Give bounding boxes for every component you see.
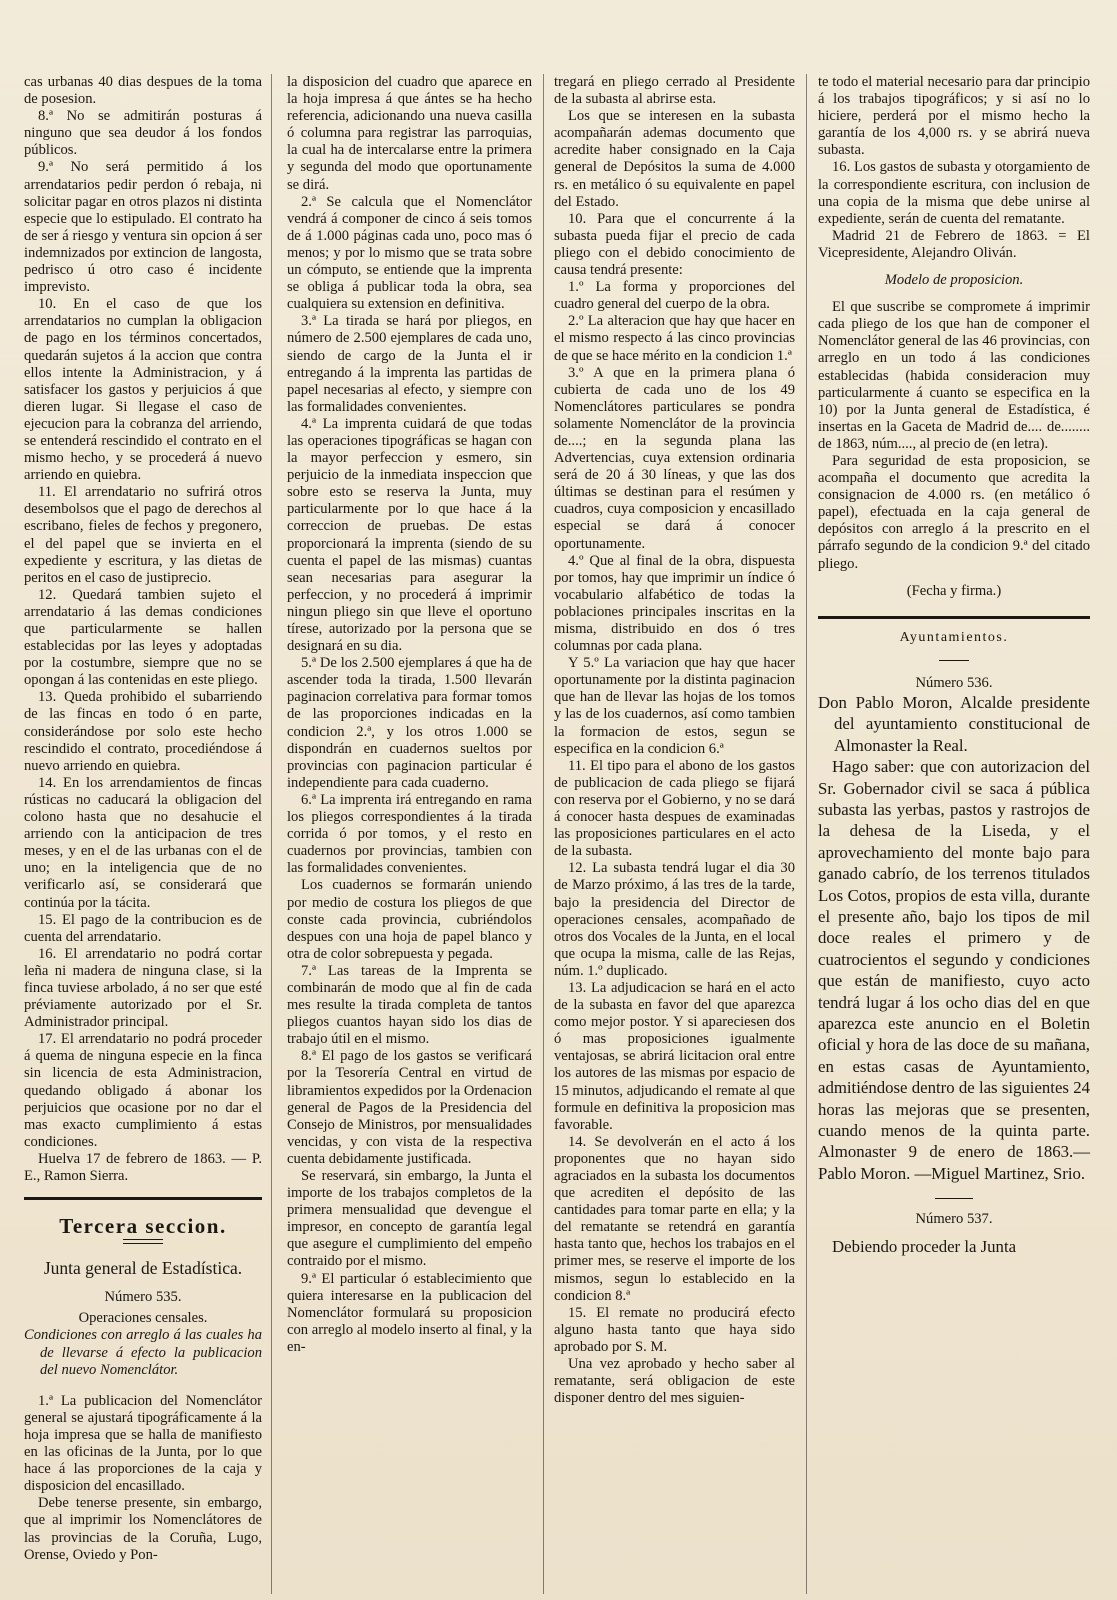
model-title: Modelo de proposicion.	[884, 272, 1024, 289]
section-rule	[818, 616, 1090, 619]
paragraph: 13. Queda prohibido el subarriendo de las fincas en todo ó en parte, considerándose por solo este hecho rescindido el contrato, procediéndose á nuevo arriendo en quiebra.	[24, 689, 262, 774]
junta-title: Junta general de Estadística.	[43, 1258, 243, 1279]
paragraph: 2.ª Se calcula que el Nomenclátor vendrá á componer de cinco á seis tomos de á 1.000 páginas cada uno, poco mas ó menos; y por lo mismo que se trata sobre un cómputo, se entiende que la imprenta se obliga á publicar toda la obra, sea cualquiera su extension en definitiva.	[287, 193, 532, 313]
conditions-title: Condiciones con arreglo á las cuales ha de llevarse á efecto la publicacion del nuevo Nomenclátor.	[24, 1327, 262, 1378]
paragraph: 6.ª La imprenta irá entregando en rama los pliegos correspondientes á la tirada corrida ó por tomos, y el resto en cuadernos por provincias, tambien con las formalidades convenientes.	[287, 791, 532, 877]
paragraph: 5.ª De los 2.500 ejemplares á que ha de ascender toda la tirada, 1.500 llevarán paginacion correlativa para formar tomos de las proporciones indicadas en la condicion 2.ª, y los otros 1.000 se dispondrán en cuadernos sueltos por provincias con paginacion particular é independiente para cada cuaderno.	[287, 655, 532, 791]
short-rule	[935, 1198, 973, 1199]
paragraph: 3.ª La tirada se hará por pliegos, en número de 2.500 ejemplares de cada uno, siendo de cargo de la Junta el ir entregando á la imprenta las partidas de papel necesarias al efecto, y siempre con las formalidades convenientes.	[287, 313, 532, 415]
signature-line: Huelva 17 de febrero de 1863. — P. E., Ramon Sierra.	[24, 1150, 262, 1184]
paragraph: 16. El arrendatario no podrá cortar leña ni madera de ninguna clase, si la finca tuviese arbolado, á no ser que esté préviamente autorizado por el Sr. Administrador principal.	[24, 945, 262, 1031]
paragraph: El que suscribe se compromete á imprimir cada pliego de los que han de componer el Nomenclátor general de las 46 provincias, con arreglo en un todo á las condiciones establecidas (habida consideracion muy particularmente á cuanto se especifica en la 10) por la Junta general de Estadística, é insertas en la Gaceta de Madrid de.... de........ de 1863, núm...., al precio de (en letra).	[818, 299, 1090, 452]
column-divider	[806, 74, 807, 1594]
paragraph: te todo el material necesario para dar principio á los trabajos tipográficos; y si así no lo hiciere, perderá por el mismo hecho la garantía de los 4,000 rs. y se abrirá nueva subasta.	[818, 74, 1090, 159]
notice-number: Número 537.	[915, 1211, 993, 1228]
paragraph: 16. Los gastos de subasta y otorgamiento de la correspondiente escritura, con inclusion de una copia de la misma que debe unirse al expediente, serán de cuenta del rematante.	[818, 159, 1090, 227]
notice-subtitle: Operaciones censales.	[78, 1310, 208, 1327]
paragraph: 11. El arrendatario no sufrirá otros desembolsos que el pago de derechos al escribano, fieles de fechos y pregonero, el del papel que se invierta en el expediente y escritura, y las dietas de peritos en el caso de justiprecio.	[24, 484, 262, 586]
column-2	[287, 74, 532, 1356]
paragraph: 9.ª No será permitido á los arrendatarios pedir perdon ó rebaja, ni solicitar pagar en otros plazos ni distinta especie que lo estipulado. El contrato ha de ser á riesgo y ventura sin opcion á ser indemnizados por extincion de langosta, pedrisco ú otro caso é incidente imprevisto.	[24, 159, 262, 296]
paragraph: 15. El pago de la contribucion es de cuenta del arrendatario.	[24, 911, 262, 945]
paragraph: 3.º A que en la primera plana ó cubierta de cada uno de los 49 Nomenclátores particulares se pondra solamente Nomenclátor de la provincia de....; en la segunda plana las Advertencias, cuya extension ordinaria será de 20 á 30 líneas, y que las dos últimas se destinan para el resúmen y cuadros, cuya composicion y encasillado especial se dará á conocer oportunamente.	[554, 364, 795, 552]
column-4	[818, 74, 1090, 1258]
paragraph: 8.ª El pago de los gastos se verificará por la Tesorería Central en virtud de libramientos expedidos por la Ordenacion general de Pagos de la Presidencia del Consejo de Ministros, por mensualidades vencidas, y con vista de la respectiva cuenta debidamente justificada.	[287, 1048, 532, 1167]
paragraph: 12. Quedará tambien sujeto el arrendatario á las demas condiciones que particularmente se hallen establecidas por las leyes y adoptadas por la costumbre, siempre que no se opongan á las contenidas en este pliego.	[24, 586, 262, 689]
column-3	[554, 74, 795, 1407]
paragraph: 12. La subasta tendrá lugar el dia 30 de Marzo próximo, á las tres de la tarde, bajo la presidencia del Director de operaciones censales, acompañado de otros dos Vocales de la Junta, en el local que ocupa la misma, calle de las Rejas, núm. 1.º duplicado.	[554, 860, 795, 979]
paragraph: 9.ª El particular ó establecimiento que quiera interesarse en la publicacion del Nomenclátor formulará su proposicion con arreglo al modelo inserto al final, y la en-	[287, 1270, 532, 1355]
paragraph: 8.ª No se admitirán posturas á ninguno que sea deudor á los fondos públicos.	[24, 108, 262, 159]
paragraph: 4.ª La imprenta cuidará de que todas las operaciones tipográficas se hagan con la mayor perfeccion y esmero, sin perjuicio de la inmediata inspeccion que sobre esto se reserva la Junta, muy particularmente por lo que hace á la correccion de pruebas. De estas proporcionará la imprenta (siendo de su cuenta el papel de las mismas) cuantas sean necesarias para asegurar la perfeccion, y no procederá á imprimir ningun pliego sin que lleve el oportuno tírese, autorizado por la persona que se designará en su dia.	[287, 415, 532, 655]
notice-heading: Don Pablo Moron, Alcalde presidente del ayuntamiento constitucional de Almonaster la Real.	[818, 692, 1090, 755]
ornament-rule	[123, 1239, 163, 1244]
column-divider	[271, 74, 272, 1594]
paragraph: Para seguridad de esta proposicion, se acompaña el documento que acredita la consignacion de 4.000 rs. (en metálico ó papel), efectuada en la caja general de depósitos con arreglo á la prescrito en el párrafo segundo de la condicion 9.ª del citado pliego.	[818, 452, 1090, 572]
paragraph: 17. El arrendatario no podrá proceder á quema de ninguna especie en la finca sin licencia de esta Administracion, quedando obligado á abonar los perjuicios que ocasione por no dar el mas exacto cumplimiento á estas condiciones.	[24, 1031, 262, 1150]
paragraph: Una vez aprobado y hecho saber al rematante, será obligacion de este disponer dentro del mes siguien-	[554, 1356, 795, 1407]
paragraph: la disposicion del cuadro que aparece en la hoja impresa á que ántes se ha hecho referencia, adicionando una nueva casilla ó columna para registrar las parroquias, la cual ha de intercalarse entre la primera y segunda del modo que oportunamente se dirá.	[287, 74, 532, 193]
paragraph: 15. El remate no producirá efecto alguno hasta tanto que haya sido aprobado por S. M.	[554, 1304, 795, 1355]
notice-number: Número 536.	[915, 674, 993, 691]
paragraph: 2.º La alteracion que hay que hacer en el mismo respecto á las cinco provincias de que se hace mérito en la condicion 1.ª	[554, 313, 795, 364]
column-1	[24, 74, 262, 1564]
date-signature: (Fecha y firma.)	[906, 582, 1002, 599]
section-rule	[24, 1197, 262, 1200]
notice-number: Número 535.	[104, 1289, 182, 1306]
paragraph: 7.ª Las tareas de la Imprenta se combinarán de modo que al fin de cada mes resulte la tirada completa de tantos pliegos cuantos hayan sido los dias de trabajo útil en el mismo.	[287, 962, 532, 1048]
section-title: Tercera seccion.	[59, 1214, 227, 1239]
paragraph: Los cuadernos se formarán uniendo por medio de costura los pliegos de que conste cada provincia, cubriéndolos despues con una hoja de papel blanco y otra de color sobrepuesta y pegada.	[287, 877, 532, 962]
paragraph: Hago saber: que con autorizacion del Sr. Gobernador civil se saca á pública subasta las yerbas, pastos y rastrojos de la dehesa de la Liseda, y el aprovechamiento del monte bajo para ganado cabrío, de los terrenos titulados Los Cotos, propios de esta villa, durante el presente año, bajo los tipos de mil doce reales el primero y de cuatrocientos el segundo y condiciones que están de manifiesto, cuyo acto tendrá lugar á los ocho dias del en que aparezca este anuncio en el Boletin oficial y hora de las doce de su mañana, en estas casas de Ayuntamiento, admitiéndose dentro de las siguientes 24 horas las mejoras que se presenten, cuando menos de la quinta parte. Almonaster 9 de enero de 1863.— Pablo Moron. —Miguel Martinez, Srio.	[818, 757, 1090, 1183]
paragraph: Debe tenerse presente, sin embargo, que al imprimir los Nomenclátores de las provincias de la Coruña, Lugo, Orense, Oviedo y Pon-	[24, 1495, 262, 1563]
section-title: Ayuntamientos.	[899, 629, 1009, 645]
column-divider	[543, 74, 544, 1594]
paragraph: 10. Para que el concurrente á la subasta pueda fijar el precio de cada pliego con el debido conocimiento de causa tendrá presente:	[554, 210, 795, 279]
signature-line: Madrid 21 de Febrero de 1863. = El Vicepresidente, Alejandro Oliván.	[818, 227, 1090, 261]
paragraph: 11. El tipo para el abono de los gastos de publicacion de cada pliego se fijará con reserva por el Gobierno, y no se dará á conocer hasta despues de examinadas las proposiciones particulares en el acto de la subasta.	[554, 757, 795, 860]
paragraph: Los que se interesen en la subasta acompañarán ademas documento que acredite haber consignado en la Caja general de Depósitos la suma de 4.000 rs. en metálico ó su equivalente en papel del Estado.	[554, 108, 795, 210]
paragraph: Se reservará, sin embargo, la Junta el importe de los trabajos completos de la primera mensualidad que devengue el impresor, en concepto de garantía legal que asegure el cumplimiento del empeño contraido por el mismo.	[287, 1168, 532, 1270]
paragraph: Debiendo proceder la Junta	[832, 1237, 1017, 1257]
paragraph: cas urbanas 40 dias despues de la toma de posesion.	[24, 74, 262, 108]
paragraph: tregará en pliego cerrado al Presidente de la subasta al abrirse esta.	[554, 74, 795, 108]
paragraph: 14. En los arrendamientos de fincas rústicas no caducará la obligacion del colono hasta que no desahucie el arriendo con la anticipacion de tres meses, y en el de las urbanas con el de uno; en la inteligencia que de no verificarlo así, se considerará que continúa por la tácita.	[24, 774, 262, 911]
paragraph: 1.ª La publicacion del Nomenclátor general se ajustará tipográficamente á la hoja impresa que se halla de manifiesto en las oficinas de la Junta, por lo que hace á las proporciones de la caja y disposicion del encasillado.	[24, 1392, 262, 1495]
paragraph: 10. En el caso de que los arrendatarios no cumplan la obligacion de pago en los términos concertados, quedarán sujetos á la accion que contra ellos intente la Administracion, y á satisfacer los gastos y perjuicios á que dieren lugar. Si llegase el caso de ejecucion para la cobranza del arriendo, se entenderá rescindido el contrato en el mismo hecho, y se procederá á nuevo arriendo en quiebra.	[24, 296, 262, 484]
short-rule	[939, 660, 969, 661]
paragraph: 4.º Que al final de la obra, dispuesta por tomos, hay que imprimir un índice ó vocabulario alfabético de todas la poblaciones principales inscritas en la misma, distribuido en dos ó tres columnas por cada plana.	[554, 552, 795, 655]
paragraph: 14. Se devolverán en el acto á los proponentes que no hayan sido agraciados en la subasta los documentos que acrediten el depósito de las cantidades para tomar parte en ella; y la del rematante se retendrá en garantía hasta tanto que, hechos los trabajos en el primer mes, se reserve el importe de los mismos, segun lo establecido en la condicion 8.ª	[554, 1133, 795, 1304]
paragraph: 1.º La forma y proporciones del cuadro general del cuerpo de la obra.	[554, 279, 795, 313]
paragraph: Y 5.º La variacion que hay que hacer oportunamente por la distinta paginacion que han de llevar las hojas de los tomos y las de los cuadernos, así como tambien la formacion de estos, segun se especifica en la condicion 6.ª	[554, 655, 795, 757]
paragraph: 13. La adjudicacion se hará en el acto de la subasta en favor del que aparezca como mejor postor. Y si apareciesen dos ó mas proposiciones igualmente ventajosas, se abrirá licitacion oral entre los autores de las mismas por espacio de 15 minutos, adjudicando el remate al que formule en definitiva la proposicion mas favorable.	[554, 979, 795, 1133]
